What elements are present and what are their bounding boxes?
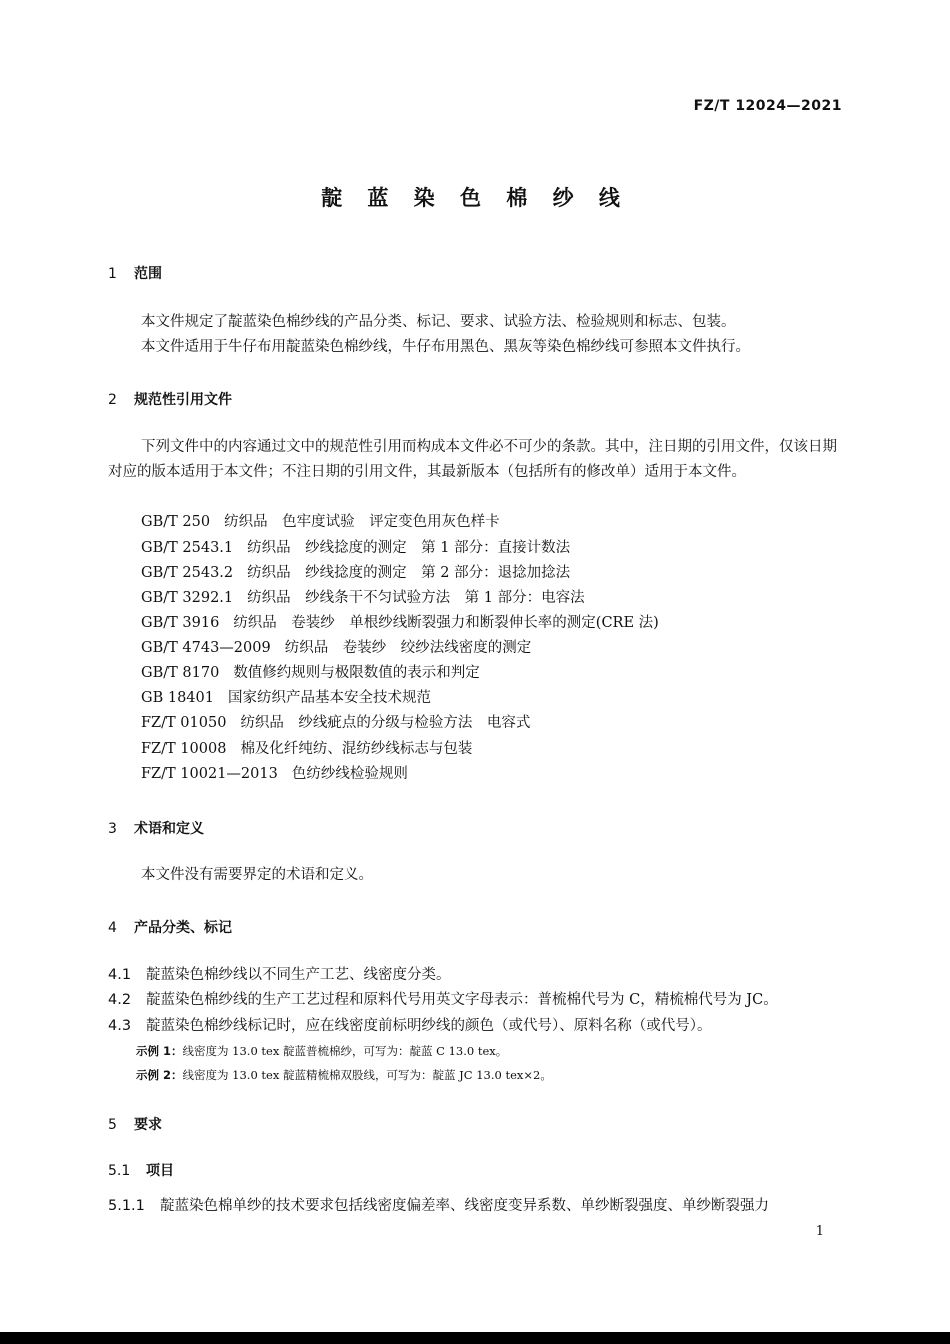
clause-text: 靛蓝染色棉纱线标记时，应在线密度前标明纱线的颜色（或代号）、原料名称（或代号）。	[146, 1018, 712, 1034]
reference-item	[141, 762, 408, 787]
reference-item	[141, 661, 480, 686]
example-1	[136, 1041, 507, 1061]
reference-code: GB/T 2543.1	[141, 540, 234, 556]
clause-4-1	[108, 963, 848, 988]
page-bottom-border	[0, 1332, 950, 1344]
subsection-5-1-heading	[108, 1160, 174, 1180]
section-number: 4	[108, 920, 117, 936]
clause-number: 4.3	[108, 1018, 132, 1034]
clause-text: 靛蓝染色棉纱线的生产工艺过程和原料代号用英文字母表示：普梳棉代号为 C，精梳棉代号为 JC。	[146, 992, 778, 1008]
section-title: 范围	[134, 266, 162, 282]
section-title: 术语和定义	[134, 821, 204, 837]
reference-item	[141, 536, 570, 561]
reference-title: 纺织品 纱线捻度的测定 第 2 部分：退捻加捻法	[247, 565, 571, 581]
example-label: 示例 1：	[136, 1044, 183, 1058]
page-number: 1	[815, 1224, 824, 1239]
clause-text: 靛蓝染色棉纱线以不同生产工艺、线密度分类。	[146, 967, 451, 983]
clause-4-3	[108, 1014, 848, 1039]
clause-number: 4.2	[108, 992, 132, 1008]
section-title: 规范性引用文件	[134, 392, 232, 408]
section-4-heading	[108, 917, 232, 937]
reference-item	[141, 686, 431, 711]
reference-item	[141, 561, 570, 586]
reference-item	[141, 611, 659, 636]
document-code: FZ/T 12024—2021	[693, 98, 842, 114]
reference-code: GB/T 8170	[141, 665, 220, 681]
section-number: 1	[108, 266, 117, 282]
reference-title: 纺织品 色牢度试验 评定变色用灰色样卡	[224, 514, 500, 530]
reference-code: GB/T 2543.2	[141, 565, 234, 581]
clause-5-1-1	[108, 1194, 848, 1219]
reference-code: GB/T 3916	[141, 615, 220, 631]
paragraph: 下列文件中的内容通过文中的规范性引用而构成本文件必不可少的条款。其中，注日期的引用文件，仅该日期对应的版本适用于本文件；不注日期的引用文件，其最新版本（包括所有的修改单）适用于本文件。	[108, 439, 837, 480]
reference-code: GB 18401	[141, 690, 214, 706]
reference-item	[141, 711, 530, 736]
section-title: 项目	[146, 1163, 174, 1179]
reference-title: 国家纺织产品基本安全技术规范	[227, 690, 431, 706]
paragraph: 本文件适用于牛仔布用靛蓝染色棉纱线，牛仔布用黑色、黑灰等染色棉纱线可参照本文件执行。	[141, 339, 750, 355]
section-5-heading	[108, 1114, 162, 1134]
reference-title: 数值修约规则与极限数值的表示和判定	[233, 665, 480, 681]
example-label: 示例 2：	[136, 1068, 183, 1082]
reference-title: 纺织品 纱线疵点的分级与检验方法 电容式	[240, 715, 531, 731]
section-2-heading	[108, 389, 232, 409]
section-number: 2	[108, 392, 117, 408]
section-title: 要求	[134, 1117, 162, 1133]
reference-code: GB/T 4743—2009	[141, 640, 271, 656]
document-title: 靛 蓝 染 色 棉 纱 线	[321, 186, 629, 210]
section-title: 产品分类、标记	[134, 920, 232, 936]
paragraph: 本文件没有需要界定的术语和定义。	[141, 867, 373, 883]
section-1-heading	[108, 263, 162, 283]
reference-item	[141, 737, 472, 762]
reference-code: FZ/T 01050	[141, 715, 227, 731]
reference-code: FZ/T 10008	[141, 741, 227, 757]
example-2	[136, 1065, 552, 1085]
example-text: 线密度为 13.0 tex 靛蓝精梳棉双股线，可写为：靛蓝 JC 13.0 tex×2。	[182, 1068, 552, 1082]
section-number: 3	[108, 821, 117, 837]
reference-code: FZ/T 10021—2013	[141, 766, 278, 782]
reference-item	[141, 586, 585, 611]
reference-title: 色纺纱线检验规则	[291, 766, 408, 782]
reference-item	[141, 510, 500, 535]
section-number: 5.1	[108, 1163, 131, 1179]
section-number: 5	[108, 1117, 117, 1133]
reference-title: 纺织品 卷装纱 单根纱线断裂强力和断裂伸长率的测定(CRE 法)	[233, 615, 659, 631]
reference-item	[141, 636, 531, 661]
reference-code: GB/T 3292.1	[141, 590, 234, 606]
reference-code: GB/T 250	[141, 514, 211, 530]
reference-title: 纺织品 纱线捻度的测定 第 1 部分：直接计数法	[247, 540, 571, 556]
clause-4-2	[108, 988, 848, 1013]
paragraph: 本文件规定了靛蓝染色棉纱线的产品分类、标记、要求、试验方法、检验规则和标志、包装。	[141, 314, 736, 330]
clause-number: 5.1.1	[108, 1198, 145, 1214]
example-text: 线密度为 13.0 tex 靛蓝普梳棉纱，可写为：靛蓝 C 13.0 tex。	[182, 1044, 508, 1058]
reference-title: 棉及化纤纯纺、混纺纱线标志与包装	[240, 741, 473, 757]
reference-title: 纺织品 纱线条干不匀试验方法 第 1 部分：电容法	[247, 590, 585, 606]
reference-title: 纺织品 卷装纱 绞纱法线密度的测定	[284, 640, 532, 656]
clause-number: 4.1	[108, 967, 132, 983]
section-3-heading	[108, 818, 204, 838]
clause-text: 靛蓝染色棉单纱的技术要求包括线密度偏差率、线密度变异系数、单纱断裂强度、单纱断裂强力	[160, 1198, 769, 1214]
